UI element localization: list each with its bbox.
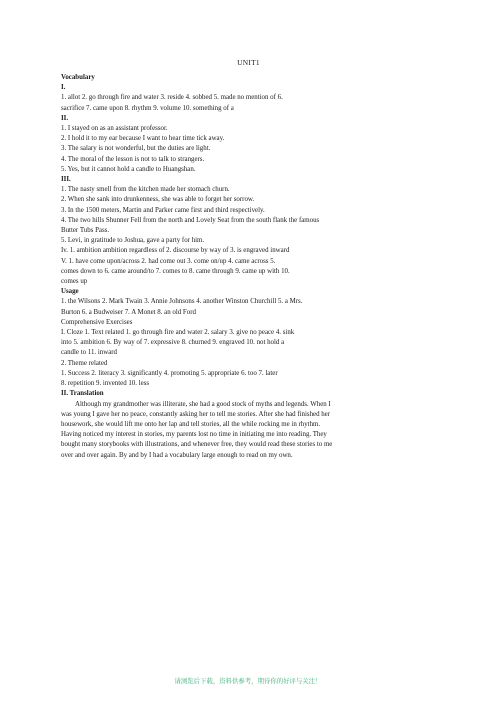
- cloze-line: candle to 11. inward: [61, 349, 117, 357]
- section-ii-label: II.: [61, 114, 69, 122]
- section-i-line: sacrifice 7. came upon 8. rhythm 9. volume 10. something of a: [61, 104, 234, 112]
- translation-line: was young I gave her no peace, constantly asking her to tell me stories. After she had finished her: [61, 410, 331, 418]
- section-ii-item: 2. I hold it to my ear because I want to hear time tick away.: [61, 135, 225, 143]
- theme-line: 8. repetition 9. invented 10. less: [61, 380, 150, 388]
- section-ii-item: 1. I stayed on as an assistant professor.: [61, 125, 168, 133]
- theme-heading: 2. Theme related: [61, 359, 108, 367]
- section-v-line: V. 1. have come upon/across 2. had come out 3. come on/up 4. came across 5.: [61, 257, 276, 265]
- section-iii-item: 3. In the 1500 meters, Martin and Parker came first and third respectively.: [61, 206, 265, 214]
- section-iii-item: 5. Levi, in gratitude to Joshua, gave a party for him.: [61, 237, 205, 245]
- translation-line: bought many storybooks with illustrations, and whenever free, they would read these stories to me: [61, 441, 333, 449]
- section-iii-item: 4. The two hills Shunner Fell from the north and Lovely Seat from the south flank the famous: [61, 216, 320, 224]
- section-ii-item: 5. Yes, but it cannot hold a candle to Huangshan.: [61, 165, 196, 173]
- usage-line: Burton 6. a Budweiser 7. A Monet 8. an old Ford: [61, 308, 196, 316]
- page-footer: 请浏览后下载，资料供参考，期待你的好评与关注！: [174, 677, 322, 685]
- translation-line: housework, she would lift me onto her lap and tell stories, all the while rocking me in rhythm.: [61, 420, 321, 428]
- section-iii-item: 2. When she sank into drunkenness, she was able to forget her sorrow.: [61, 196, 255, 204]
- usage-line: 1. the Wilsons 2. Mark Twain 3. Annie Johnsons 4. another Winston Churchill 5. a Mrs.: [61, 298, 303, 306]
- translation-heading: II. Translation: [61, 390, 104, 398]
- section-i-label: I.: [61, 84, 66, 92]
- vocabulary-heading: Vocabulary: [61, 74, 95, 81]
- cloze-line: I. Cloze 1. Text related 1. go through fire and water 2. salary 3. give no peace 4. sink: [61, 329, 295, 337]
- section-iii-item: Butter Tubs Pass.: [61, 227, 110, 235]
- page-title: UNIT1: [237, 58, 260, 67]
- section-iii-label: III.: [61, 176, 71, 184]
- section-iv-line: Iv. 1. ambition ambition regardless of 2. discourse by way of 3. is engraved inward: [61, 247, 290, 255]
- usage-heading: Usage: [61, 288, 79, 296]
- translation-line: Having noticed my interest in stories, my parents lost no time in initiating me into reading. They: [61, 431, 327, 439]
- theme-line: 1. Success 2. literacy 3. significantly 4. promoting 5. appropriate 6. too 7. later: [61, 369, 278, 377]
- section-ii-item: 3. The salary is not wonderful, but the duties are light.: [61, 145, 211, 153]
- section-iii-item: 1. The nasty smell from the kitchen made her stomach churn.: [61, 186, 230, 194]
- translation-line: over and over again. By and by I had a vocabulary large enough to read on my own.: [61, 451, 293, 459]
- section-v-line: comes down to 6. came around/to 7. comes to 8. came through 9. came up with 10.: [61, 267, 290, 275]
- document-body: [61, 58, 436, 461]
- section-i-line: 1. allot 2. go through fire and water 3. reside 4. sobbed 5. made no mention of 6.: [61, 94, 283, 102]
- section-v-line: comes up: [61, 278, 88, 286]
- cloze-line: into 5. ambition 6. By way of 7. expressive 8. churned 9. engraved 10. not hold a: [61, 339, 285, 347]
- section-ii-item: 4. The moral of the lesson is not to talk to strangers.: [61, 155, 205, 163]
- translation-line: Although my grandmother was illiterate, she had a good stock of myths and legends. When I: [75, 400, 331, 408]
- comprehensive-heading: Comprehensive Exercises: [61, 318, 133, 326]
